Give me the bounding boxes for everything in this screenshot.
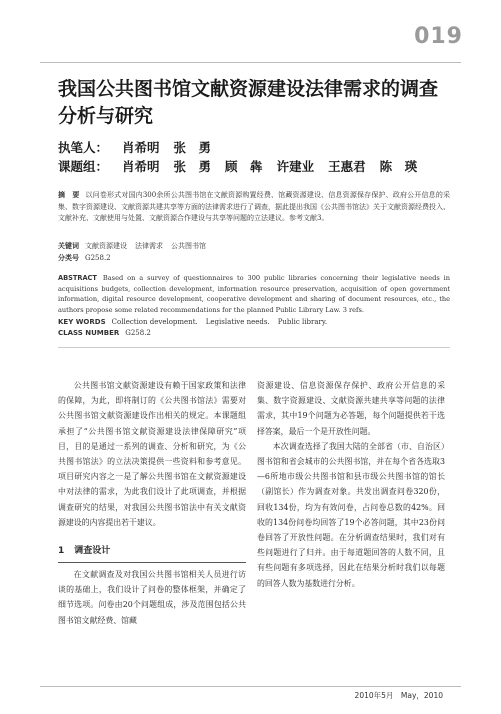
abstract-english bbox=[58, 273, 450, 315]
group-line bbox=[58, 157, 431, 175]
group-member: 顾 犇 bbox=[225, 159, 263, 174]
keyword: 法律需求 bbox=[135, 242, 163, 250]
class-number-chinese bbox=[58, 253, 111, 263]
group-member: 张 勇 bbox=[173, 159, 212, 174]
authors-line bbox=[58, 138, 225, 156]
body-paragraph: 公共图书馆文献资源建设有赖于国家政策和法律的保障，为此，即将制订的《公共图书馆法》需要对公共图书馆文献资源建设作出相关的规定。本课题组承担了“公共图书馆文献资源建设法律保障研究”项目，目的是通过一系列的调查、分析和研究，为《公共图书馆法》的立法决策提供一些资料和参考意见。项目研究内容之一是了解公共图书馆在文献资源建设中对法律的需求，为此我们设计了此项调查，并根据调查研究的结果，对我国公共图书馆法中有关文献资源建设的内容提出若干建议。 bbox=[58, 381, 246, 527]
page-number: 019 bbox=[414, 24, 463, 49]
body-column-left bbox=[58, 378, 246, 628]
class-en-label: CLASS NUMBER bbox=[58, 329, 120, 337]
bottom-rule bbox=[40, 686, 461, 687]
abstract-chinese bbox=[58, 190, 450, 225]
keyword: Public library. bbox=[277, 318, 328, 326]
author-name: 肖希明 bbox=[122, 140, 160, 155]
keyword: Collection development. bbox=[111, 318, 198, 326]
page-footer-date: 2010年5月 May，2010 bbox=[354, 691, 443, 700]
body-paragraph: 本次调查选择了我国大陆的全部省（市、自治区）图书馆和省会城市的公共图书馆，并在每个省各选取3—6所地市级公共图书馆和县市级公共图书馆的馆长（副馆长）作为调查对象。共发出调查问卷320份，回收134份，均为有效问卷，占问卷总数的42%。回收的134份问卷均回答了19个必答问题，其中23份问卷回答了开放性问题。在分析调查结果时，我们对有些问题进行了归并。由于每道题回答的人数不同，且有些问题有多项选择，因此在结果分析时我们以每题的回答人数为基数进行分析。 bbox=[257, 441, 445, 588]
abstract-cn-label: 摘 要 bbox=[58, 191, 80, 199]
abstract-cn-text: 以问卷形式对国内300余所公共图书馆在文献资源购置经费、馆藏资源建设、信息资源保存保护、政府公开信息的采集、数字资源建设、文献资源共建共享等方面的法律需求进行了调查，据此提出我国《公共图书馆法》关于文献资源经费投入、文献补充、文献使用与处置、文献资源合作建设与共享等问题的立法建议。参考文献3。 bbox=[58, 191, 451, 222]
class-cn-value: G258.2 bbox=[85, 254, 111, 262]
group-label: 课题组： bbox=[58, 159, 109, 174]
group-member: 王惠君 bbox=[328, 159, 366, 174]
authors-label: 执笔人： bbox=[58, 140, 109, 155]
keywords-english bbox=[58, 318, 335, 326]
section-heading bbox=[58, 544, 246, 563]
body-paragraph: 资源建设、信息资源保存保护、政府公开信息的采集、数字资源建设、文献资源共建共享等问题的法律需求，其中19个问题为必答题，每个问题提供若干选择答案，最后一个是开放性问题。 bbox=[257, 381, 445, 436]
abstract-en-text: Based on a survey of questionnaires to 300 public libraries concerning their legislative needs in acquisitions budgets, collection development, information resource preservation, acquisition of open government information, digital resource development, cooperative development and sharing of document resources, etc., the authors propose some related recommendations for the planned Public Library Law. 3 refs. bbox=[58, 274, 450, 314]
group-member: 肖希明 bbox=[122, 159, 160, 174]
article-title: 我国公共图书馆文献资源建设法律需求的调查分析与研究 bbox=[58, 78, 439, 127]
class-cn-label: 分类号 bbox=[58, 254, 79, 262]
body-column-right bbox=[257, 378, 445, 591]
author-name: 张 勇 bbox=[173, 140, 212, 155]
group-member: 陈 瑛 bbox=[379, 159, 418, 174]
class-number-english bbox=[58, 329, 151, 337]
keywords-en-label: KEY WORDS bbox=[58, 318, 106, 326]
keywords-cn-label: 关键词 bbox=[58, 242, 79, 250]
top-rule bbox=[40, 62, 461, 63]
class-en-value: G258.2 bbox=[125, 329, 151, 337]
abstract-en-label: ABSTRACT bbox=[58, 274, 97, 282]
group-member: 许建业 bbox=[276, 159, 315, 174]
section-title: 调查设计 bbox=[74, 546, 111, 557]
section-number: 1 bbox=[58, 546, 65, 557]
abstract-divider bbox=[58, 347, 450, 348]
body-paragraph: 在文献调查及对我国公共图书馆相关人员进行访谈的基础上，我们设计了问卷的整体框架，并确定了细节选项。问卷由20个问题组成，涉及范围包括公共图书馆文献经费、馆藏 bbox=[58, 570, 246, 625]
keyword: Legislative needs. bbox=[205, 318, 270, 326]
keyword: 公共图书馆 bbox=[171, 242, 206, 250]
keyword: 文献资源建设 bbox=[85, 242, 127, 250]
keywords-chinese bbox=[58, 241, 214, 251]
